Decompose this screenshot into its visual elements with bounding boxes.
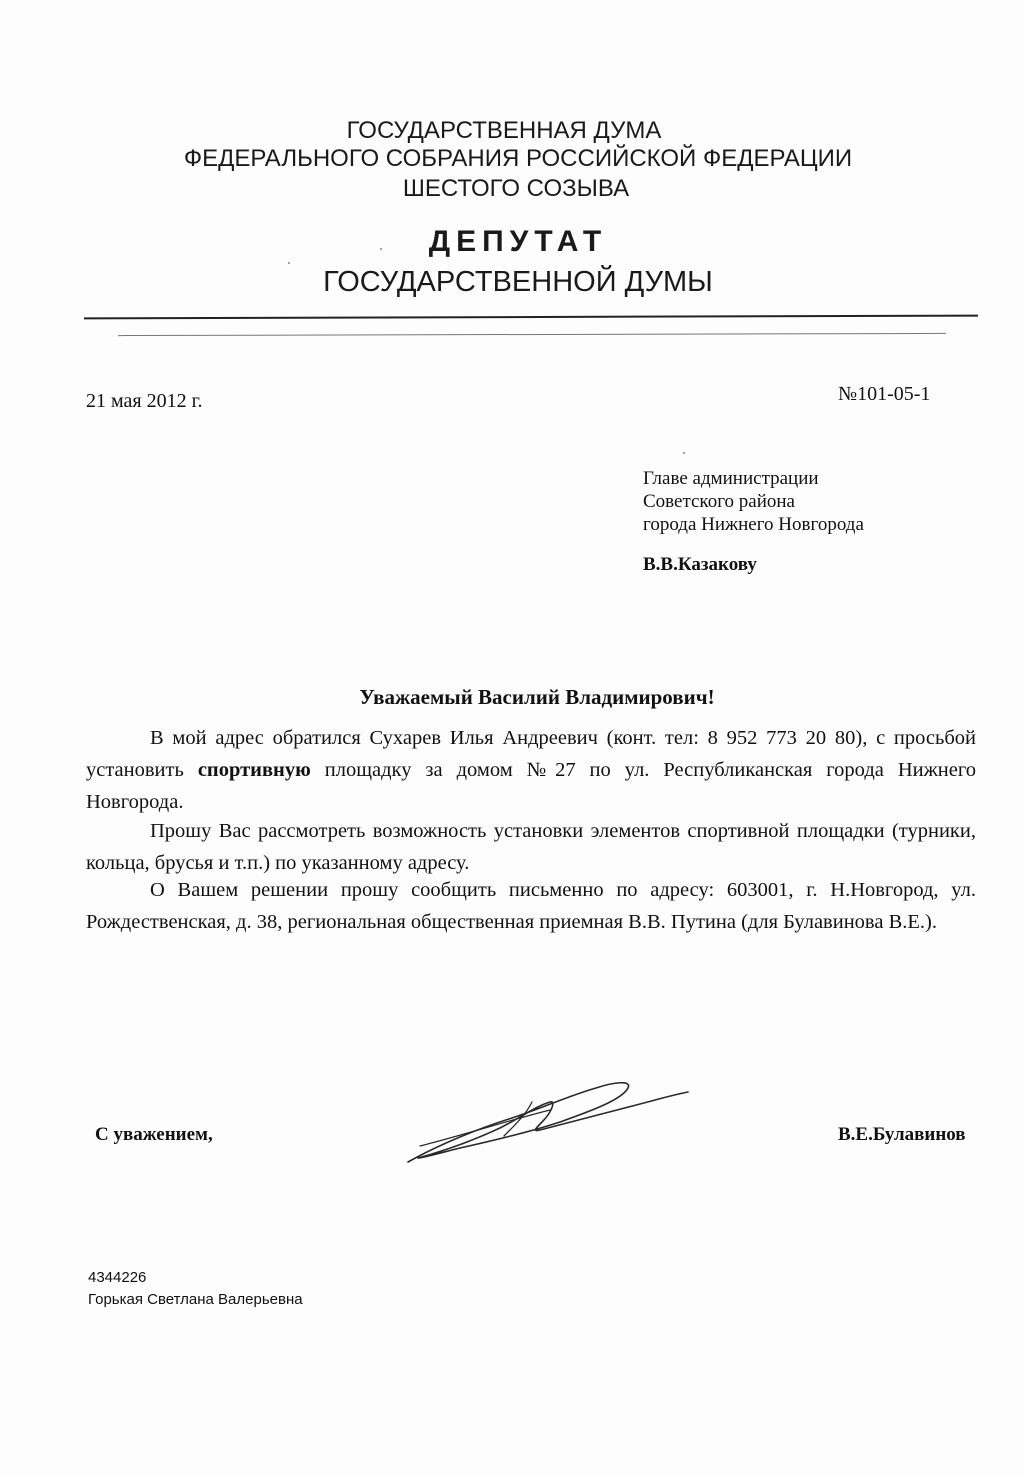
body-paragraph-2: Прошу Вас рассмотреть возможность установки элементов спортивной площадки (турники, кольца, брусья и т.п.) по указанному адресу. — [86, 820, 976, 874]
salutation: Уважаемый Василий Владимирович! — [359, 685, 715, 709]
handwritten-signature — [400, 1066, 700, 1176]
body-paragraph-1-start: В мой адрес обратился Сухарев Илья Андреевич (конт. тел: 8 952 773 20 80), с просьбой установить — [86, 727, 976, 781]
body-paragraph-1 — [86, 722, 976, 818]
addressee-line-2: Советского района — [643, 491, 795, 512]
letter-date: 21 мая 2012 г. — [86, 390, 203, 412]
registration-number: №101-05-1 — [838, 383, 931, 405]
header-rule-thin — [118, 333, 946, 336]
header-deputy-title: ДЕПУТАТ — [428, 225, 608, 258]
body-paragraph-1-end: площадку за домом №27 по ул. Республиканская города Нижнего Новгорода. — [86, 759, 976, 813]
header-convocation: ШЕСТОГО СОЗЫВА — [402, 175, 630, 202]
scan-speck — [288, 262, 290, 264]
executor-name: Горькая Светлана Валерьевна — [88, 1291, 303, 1308]
body-paragraph-1-emphasis: спортивную — [197, 759, 311, 781]
closing-phrase: С уважением, — [95, 1124, 213, 1145]
addressee-line-3: города Нижнего Новгорода — [643, 514, 864, 535]
executor-phone: 4344226 — [88, 1269, 147, 1286]
addressee-name: В.В.Казакову — [643, 554, 757, 575]
header-state-duma: ГОСУДАРСТВЕННАЯ ДУМА — [346, 117, 662, 144]
header-duma-subtitle: ГОСУДАРСТВЕННОЙ ДУМЫ — [323, 266, 713, 298]
scan-speck — [683, 452, 685, 454]
header-rule-thick — [84, 315, 978, 320]
header-federal-assembly: ФЕДЕРАЛЬНОГО СОБРАНИЯ РОССИЙСКОЙ ФЕДЕРАЦИИ — [183, 145, 853, 172]
addressee-line-1: Главе администрации — [643, 468, 819, 489]
body-paragraph-3: О Вашем решении прошу сообщить письменно по адресу: 603001, г. Н.Новгород, ул. Рождественская, д. 38, региональная общественная приемная В.В. Путина (для Булавинова В.Е.). — [86, 879, 976, 933]
signer-name: В.Е.Булавинов — [838, 1124, 966, 1145]
scan-speck — [380, 248, 382, 250]
